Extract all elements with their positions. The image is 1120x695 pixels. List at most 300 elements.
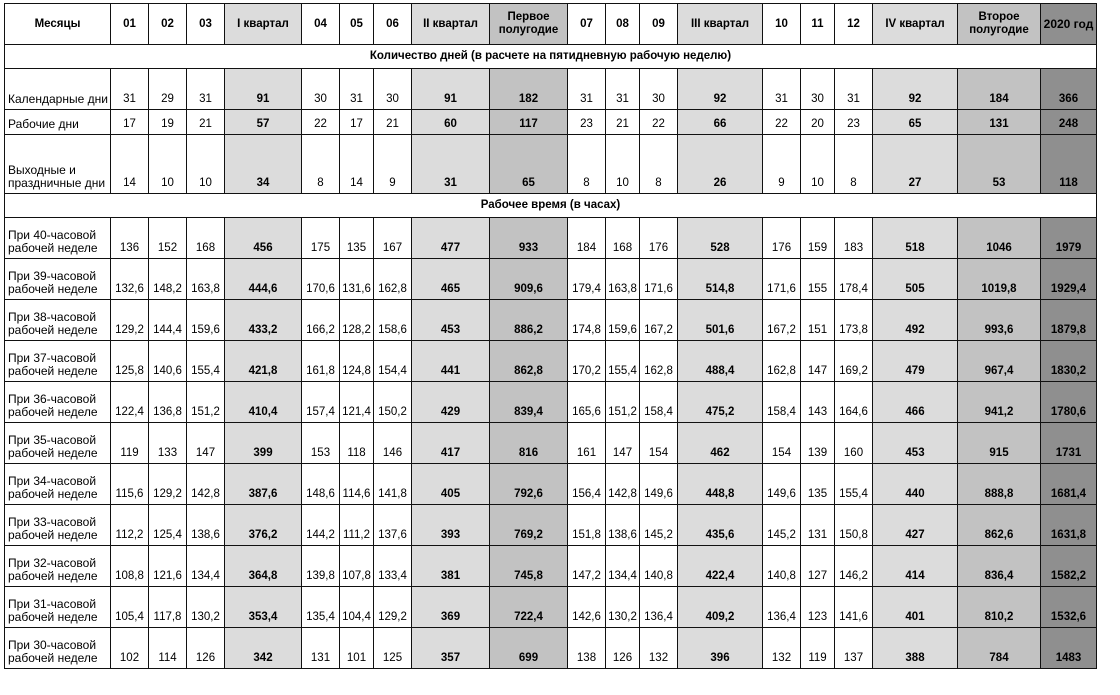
cell-m11: 10	[801, 135, 835, 194]
header-m05: 05	[340, 4, 374, 45]
cell-m11: 159	[801, 218, 835, 259]
header-h1: Первое полугодие	[490, 4, 568, 45]
cell-q2: 393	[412, 505, 490, 546]
cell-m05: 135	[340, 218, 374, 259]
cell-m08: 142,8	[606, 464, 640, 505]
cell-m07: 179,4	[568, 259, 606, 300]
cell-m04: 170,6	[302, 259, 340, 300]
cell-m03: 21	[187, 110, 225, 135]
cell-m12: 150,8	[835, 505, 873, 546]
cell-h2: 53	[958, 135, 1041, 194]
cell-q2: 417	[412, 423, 490, 464]
cell-m02: 125,4	[149, 505, 187, 546]
cell-m02: 121,6	[149, 546, 187, 587]
cell-m03: 147	[187, 423, 225, 464]
cell-m07: 184	[568, 218, 606, 259]
cell-m02: 133	[149, 423, 187, 464]
cell-q3: 475,2	[678, 382, 763, 423]
cell-year: 1483	[1041, 628, 1097, 669]
cell-m03: 134,4	[187, 546, 225, 587]
row-label: При 33-часовой рабочей неделе	[5, 505, 111, 546]
cell-m01: 105,4	[111, 587, 149, 628]
cell-m06: 150,2	[374, 382, 412, 423]
production-calendar-table	[4, 3, 1097, 669]
cell-year: 1780,6	[1041, 382, 1097, 423]
cell-h1: 909,6	[490, 259, 568, 300]
cell-h1: 117	[490, 110, 568, 135]
table-row	[5, 218, 1097, 259]
cell-m01: 129,2	[111, 300, 149, 341]
cell-m04: 22	[302, 110, 340, 135]
cell-m10: 140,8	[763, 546, 801, 587]
cell-m09: 171,6	[640, 259, 678, 300]
cell-m07: 23	[568, 110, 606, 135]
cell-m09: 176	[640, 218, 678, 259]
cell-h1: 933	[490, 218, 568, 259]
header-m06: 06	[374, 4, 412, 45]
cell-m01: 17	[111, 110, 149, 135]
cell-m11: 127	[801, 546, 835, 587]
cell-m05: 118	[340, 423, 374, 464]
header-m07: 07	[568, 4, 606, 45]
row-label: При 35-часовой рабочей неделе	[5, 423, 111, 464]
cell-h2: 810,2	[958, 587, 1041, 628]
cell-q1: 399	[225, 423, 302, 464]
cell-q3: 501,6	[678, 300, 763, 341]
cell-m10: 171,6	[763, 259, 801, 300]
cell-q1: 34	[225, 135, 302, 194]
cell-year: 1979	[1041, 218, 1097, 259]
cell-m04: 135,4	[302, 587, 340, 628]
cell-q2: 381	[412, 546, 490, 587]
header-m08: 08	[606, 4, 640, 45]
table-row	[5, 341, 1097, 382]
cell-q4: 453	[873, 423, 958, 464]
header-m03: 03	[187, 4, 225, 45]
cell-m12: 146,2	[835, 546, 873, 587]
table-row	[5, 135, 1097, 194]
cell-m07: 174,8	[568, 300, 606, 341]
header-m01: 01	[111, 4, 149, 45]
cell-q3: 26	[678, 135, 763, 194]
cell-m10: 132	[763, 628, 801, 669]
cell-h2: 915	[958, 423, 1041, 464]
cell-m03: 10	[187, 135, 225, 194]
row-label: При 36-часовой рабочей неделе	[5, 382, 111, 423]
cell-q3: 462	[678, 423, 763, 464]
cell-m04: 157,4	[302, 382, 340, 423]
cell-m10: 176	[763, 218, 801, 259]
cell-m07: 170,2	[568, 341, 606, 382]
cell-m11: 139	[801, 423, 835, 464]
cell-year: 1582,2	[1041, 546, 1097, 587]
cell-m04: 139,8	[302, 546, 340, 587]
cell-h2: 967,4	[958, 341, 1041, 382]
cell-q2: 429	[412, 382, 490, 423]
cell-m07: 8	[568, 135, 606, 194]
cell-q4: 92	[873, 69, 958, 110]
header-m04: 04	[302, 4, 340, 45]
cell-m12: 169,2	[835, 341, 873, 382]
cell-m12: 8	[835, 135, 873, 194]
cell-m06: 158,6	[374, 300, 412, 341]
header-h2: Второе полугодие	[958, 4, 1041, 45]
cell-m04: 148,6	[302, 464, 340, 505]
cell-m03: 159,6	[187, 300, 225, 341]
cell-q4: 466	[873, 382, 958, 423]
cell-m10: 167,2	[763, 300, 801, 341]
cell-m10: 136,4	[763, 587, 801, 628]
cell-m12: 141,6	[835, 587, 873, 628]
cell-h2: 888,8	[958, 464, 1041, 505]
cell-m02: 129,2	[149, 464, 187, 505]
cell-m03: 155,4	[187, 341, 225, 382]
section-title: Количество дней (в расчете на пятидневную рабочую неделю)	[5, 45, 1097, 69]
cell-m02: 148,2	[149, 259, 187, 300]
cell-m09: 30	[640, 69, 678, 110]
cell-q3: 92	[678, 69, 763, 110]
cell-h1: 699	[490, 628, 568, 669]
cell-year: 248	[1041, 110, 1097, 135]
cell-m07: 138	[568, 628, 606, 669]
cell-m11: 143	[801, 382, 835, 423]
cell-m03: 130,2	[187, 587, 225, 628]
cell-m01: 102	[111, 628, 149, 669]
cell-m03: 31	[187, 69, 225, 110]
cell-q1: 444,6	[225, 259, 302, 300]
cell-q4: 505	[873, 259, 958, 300]
cell-m02: 152	[149, 218, 187, 259]
cell-m01: 119	[111, 423, 149, 464]
cell-h1: 65	[490, 135, 568, 194]
cell-m01: 108,8	[111, 546, 149, 587]
cell-q3: 396	[678, 628, 763, 669]
row-label: При 38-часовой рабочей неделе	[5, 300, 111, 341]
cell-h1: 722,4	[490, 587, 568, 628]
cell-q4: 65	[873, 110, 958, 135]
cell-q2: 441	[412, 341, 490, 382]
cell-m05: 17	[340, 110, 374, 135]
row-label: Выходные и праздничные дни	[5, 135, 111, 194]
cell-q4: 427	[873, 505, 958, 546]
header-m02: 02	[149, 4, 187, 45]
cell-year: 1681,4	[1041, 464, 1097, 505]
cell-m07: 161	[568, 423, 606, 464]
cell-m06: 137,6	[374, 505, 412, 546]
row-label: При 39-часовой рабочей неделе	[5, 259, 111, 300]
cell-m11: 123	[801, 587, 835, 628]
cell-m05: 124,8	[340, 341, 374, 382]
cell-h2: 836,4	[958, 546, 1041, 587]
cell-m08: 138,6	[606, 505, 640, 546]
table-row	[5, 423, 1097, 464]
cell-m03: 151,2	[187, 382, 225, 423]
cell-q2: 405	[412, 464, 490, 505]
cell-m09: 145,2	[640, 505, 678, 546]
cell-m08: 163,8	[606, 259, 640, 300]
cell-m08: 147	[606, 423, 640, 464]
cell-m09: 140,8	[640, 546, 678, 587]
cell-m10: 145,2	[763, 505, 801, 546]
cell-q1: 456	[225, 218, 302, 259]
header-year: 2020 год	[1041, 4, 1097, 45]
cell-h1: 862,8	[490, 341, 568, 382]
cell-m02: 136,8	[149, 382, 187, 423]
cell-m01: 112,2	[111, 505, 149, 546]
table-row	[5, 110, 1097, 135]
cell-m12: 155,4	[835, 464, 873, 505]
cell-m12: 31	[835, 69, 873, 110]
cell-q2: 91	[412, 69, 490, 110]
cell-q2: 453	[412, 300, 490, 341]
cell-m01: 136	[111, 218, 149, 259]
cell-m12: 178,4	[835, 259, 873, 300]
cell-m11: 131	[801, 505, 835, 546]
cell-m02: 117,8	[149, 587, 187, 628]
cell-m02: 144,4	[149, 300, 187, 341]
cell-q2: 369	[412, 587, 490, 628]
cell-m10: 154	[763, 423, 801, 464]
cell-m07: 147,2	[568, 546, 606, 587]
cell-m09: 8	[640, 135, 678, 194]
cell-m06: 21	[374, 110, 412, 135]
cell-h2: 1019,8	[958, 259, 1041, 300]
cell-m06: 125	[374, 628, 412, 669]
cell-year: 118	[1041, 135, 1097, 194]
cell-m07: 142,6	[568, 587, 606, 628]
cell-q4: 27	[873, 135, 958, 194]
cell-q4: 388	[873, 628, 958, 669]
cell-m05: 31	[340, 69, 374, 110]
table-row	[5, 382, 1097, 423]
header-m12: 12	[835, 4, 873, 45]
cell-h2: 784	[958, 628, 1041, 669]
cell-q1: 364,8	[225, 546, 302, 587]
row-label: При 30-часовой рабочей неделе	[5, 628, 111, 669]
cell-m08: 134,4	[606, 546, 640, 587]
table-row	[5, 259, 1097, 300]
cell-m06: 141,8	[374, 464, 412, 505]
cell-q1: 57	[225, 110, 302, 135]
cell-m06: 129,2	[374, 587, 412, 628]
cell-h2: 131	[958, 110, 1041, 135]
cell-m10: 149,6	[763, 464, 801, 505]
cell-m12: 137	[835, 628, 873, 669]
cell-m06: 167	[374, 218, 412, 259]
cell-m02: 10	[149, 135, 187, 194]
table-row	[5, 505, 1097, 546]
cell-q1: 376,2	[225, 505, 302, 546]
cell-m02: 140,6	[149, 341, 187, 382]
cell-m09: 132	[640, 628, 678, 669]
cell-m07: 31	[568, 69, 606, 110]
cell-q2: 31	[412, 135, 490, 194]
header-row	[5, 4, 1097, 45]
cell-year: 1929,4	[1041, 259, 1097, 300]
cell-m10: 9	[763, 135, 801, 194]
cell-q3: 409,2	[678, 587, 763, 628]
cell-m04: 161,8	[302, 341, 340, 382]
cell-q3: 514,8	[678, 259, 763, 300]
cell-m08: 21	[606, 110, 640, 135]
cell-m08: 159,6	[606, 300, 640, 341]
cell-q1: 353,4	[225, 587, 302, 628]
cell-m09: 167,2	[640, 300, 678, 341]
cell-m04: 166,2	[302, 300, 340, 341]
cell-m05: 114,6	[340, 464, 374, 505]
cell-m08: 126	[606, 628, 640, 669]
cell-m05: 104,4	[340, 587, 374, 628]
cell-m09: 22	[640, 110, 678, 135]
cell-m03: 163,8	[187, 259, 225, 300]
cell-q3: 488,4	[678, 341, 763, 382]
cell-m05: 128,2	[340, 300, 374, 341]
table-row	[5, 587, 1097, 628]
cell-m04: 175	[302, 218, 340, 259]
cell-year: 1631,8	[1041, 505, 1097, 546]
cell-m10: 158,4	[763, 382, 801, 423]
cell-q3: 448,8	[678, 464, 763, 505]
cell-q4: 401	[873, 587, 958, 628]
cell-m02: 114	[149, 628, 187, 669]
cell-m11: 135	[801, 464, 835, 505]
cell-m01: 31	[111, 69, 149, 110]
cell-year: 1532,6	[1041, 587, 1097, 628]
cell-m09: 149,6	[640, 464, 678, 505]
header-q3: III квартал	[678, 4, 763, 45]
cell-m06: 30	[374, 69, 412, 110]
cell-m09: 162,8	[640, 341, 678, 382]
cell-m01: 125,8	[111, 341, 149, 382]
cell-q3: 435,6	[678, 505, 763, 546]
cell-q4: 414	[873, 546, 958, 587]
cell-m05: 107,8	[340, 546, 374, 587]
cell-h2: 1046	[958, 218, 1041, 259]
row-label: Рабочие дни	[5, 110, 111, 135]
row-label: При 34-часовой рабочей неделе	[5, 464, 111, 505]
cell-h2: 941,2	[958, 382, 1041, 423]
cell-m01: 122,4	[111, 382, 149, 423]
cell-m05: 101	[340, 628, 374, 669]
cell-m10: 31	[763, 69, 801, 110]
header-m10: 10	[763, 4, 801, 45]
cell-m11: 147	[801, 341, 835, 382]
cell-h1: 769,2	[490, 505, 568, 546]
cell-q1: 410,4	[225, 382, 302, 423]
cell-m08: 168	[606, 218, 640, 259]
cell-m04: 30	[302, 69, 340, 110]
cell-m01: 132,6	[111, 259, 149, 300]
cell-m05: 14	[340, 135, 374, 194]
cell-m11: 20	[801, 110, 835, 135]
cell-m04: 153	[302, 423, 340, 464]
cell-q2: 477	[412, 218, 490, 259]
cell-year: 1830,2	[1041, 341, 1097, 382]
cell-q4: 518	[873, 218, 958, 259]
cell-m05: 121,4	[340, 382, 374, 423]
cell-m12: 23	[835, 110, 873, 135]
cell-m09: 158,4	[640, 382, 678, 423]
cell-q3: 422,4	[678, 546, 763, 587]
header-q2: II квартал	[412, 4, 490, 45]
table-row	[5, 546, 1097, 587]
cell-m03: 138,6	[187, 505, 225, 546]
cell-m03: 126	[187, 628, 225, 669]
cell-q4: 440	[873, 464, 958, 505]
cell-q2: 357	[412, 628, 490, 669]
cell-m11: 119	[801, 628, 835, 669]
row-label: При 40-часовой рабочей неделе	[5, 218, 111, 259]
cell-m03: 142,8	[187, 464, 225, 505]
cell-m04: 144,2	[302, 505, 340, 546]
cell-m01: 115,6	[111, 464, 149, 505]
header-months: Месяцы	[5, 4, 111, 45]
cell-m07: 165,6	[568, 382, 606, 423]
cell-m06: 162,8	[374, 259, 412, 300]
cell-m12: 160	[835, 423, 873, 464]
cell-year: 1879,8	[1041, 300, 1097, 341]
cell-q1: 387,6	[225, 464, 302, 505]
header-q4: IV квартал	[873, 4, 958, 45]
cell-m11: 30	[801, 69, 835, 110]
cell-h1: 886,2	[490, 300, 568, 341]
cell-m05: 111,2	[340, 505, 374, 546]
cell-m06: 9	[374, 135, 412, 194]
cell-h1: 745,8	[490, 546, 568, 587]
cell-m08: 130,2	[606, 587, 640, 628]
cell-m09: 136,4	[640, 587, 678, 628]
cell-h1: 839,4	[490, 382, 568, 423]
cell-m03: 168	[187, 218, 225, 259]
header-q1: I квартал	[225, 4, 302, 45]
cell-m01: 14	[111, 135, 149, 194]
header-m11: 11	[801, 4, 835, 45]
row-label: Календарные дни	[5, 69, 111, 110]
cell-m10: 162,8	[763, 341, 801, 382]
table-row	[5, 628, 1097, 669]
cell-m11: 151	[801, 300, 835, 341]
row-label: При 31-часовой рабочей неделе	[5, 587, 111, 628]
row-label: При 37-часовой рабочей неделе	[5, 341, 111, 382]
cell-m12: 164,6	[835, 382, 873, 423]
cell-year: 1731	[1041, 423, 1097, 464]
cell-m12: 173,8	[835, 300, 873, 341]
table-row	[5, 464, 1097, 505]
cell-q3: 528	[678, 218, 763, 259]
cell-h2: 862,6	[958, 505, 1041, 546]
cell-m12: 183	[835, 218, 873, 259]
cell-m10: 22	[763, 110, 801, 135]
cell-q1: 91	[225, 69, 302, 110]
cell-m06: 133,4	[374, 546, 412, 587]
table-row	[5, 300, 1097, 341]
cell-q1: 421,8	[225, 341, 302, 382]
cell-m08: 10	[606, 135, 640, 194]
cell-m09: 154	[640, 423, 678, 464]
cell-m02: 19	[149, 110, 187, 135]
cell-q4: 492	[873, 300, 958, 341]
cell-h2: 184	[958, 69, 1041, 110]
cell-q1: 433,2	[225, 300, 302, 341]
cell-m07: 156,4	[568, 464, 606, 505]
section-row	[5, 194, 1097, 218]
cell-m06: 154,4	[374, 341, 412, 382]
table-row	[5, 69, 1097, 110]
row-label: При 32-часовой рабочей неделе	[5, 546, 111, 587]
cell-q1: 342	[225, 628, 302, 669]
cell-m08: 31	[606, 69, 640, 110]
cell-q3: 66	[678, 110, 763, 135]
